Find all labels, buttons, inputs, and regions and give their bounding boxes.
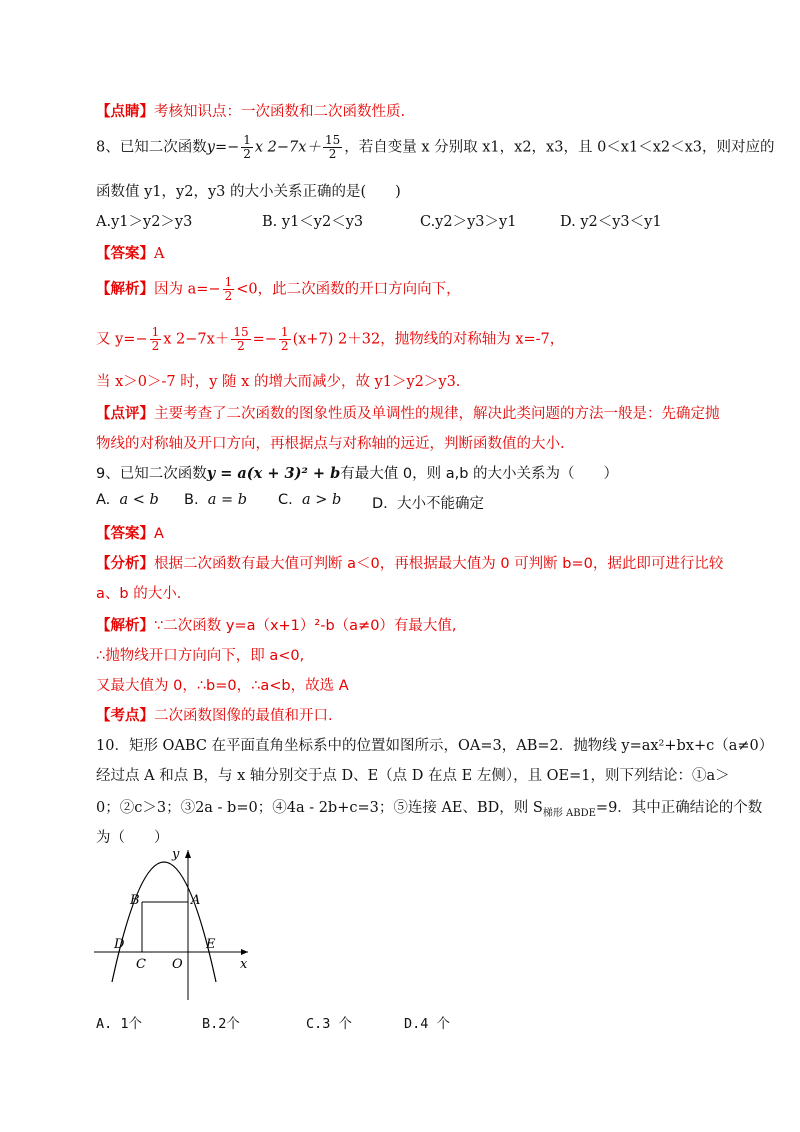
y-axis-arrow	[185, 850, 191, 858]
q8-jiexi2-mid2: =−	[252, 331, 277, 348]
q8-jiexi2-frac3-den: 2	[280, 339, 289, 353]
label-o: O	[172, 957, 183, 972]
q8-jiexi2-frac1	[150, 326, 162, 353]
q9-option-c-text: a > b	[301, 492, 342, 508]
q8-jiexi2-frac1-den: 2	[151, 339, 160, 353]
q9-suffix: 有最大值 0，则 a,b 的大小关系为（ ）	[340, 466, 618, 482]
q8-option-c: C.y2＞y3＞y1	[420, 214, 517, 230]
q8-dianping1: 主要考查了二次函数的图象性质及单调性的规律，解决此类问题的方法一般是：先确定抛	[154, 406, 720, 422]
q9-answer-label: 【答案】	[96, 526, 154, 542]
q8-answer-label: 【答案】	[96, 245, 154, 262]
q8-jiexi2-frac2-den: 2	[237, 339, 245, 353]
dianjing-label: 【点睛】	[96, 103, 154, 120]
label-x: x	[240, 957, 248, 972]
q8-dianping-line1	[96, 402, 720, 423]
dianjing-text: 考核知识点：一次函数和二次函数性质.	[154, 104, 406, 120]
q10-option-d: D.4 个	[404, 1016, 451, 1032]
q9-option-c-label: C.	[278, 492, 293, 508]
q10-option-b: B.2个	[202, 1016, 240, 1032]
q9-jiexi-label: 【解析】	[96, 618, 154, 634]
q8-frac1	[241, 134, 253, 161]
q9-kaodian: 二次函数图像的最值和开口.	[154, 708, 333, 724]
q8-frac2-den: 2	[328, 147, 337, 161]
q8-prefix: 8、已知二次函数	[96, 139, 207, 156]
q8-jiexi2-frac2-num: 15	[233, 325, 249, 339]
q9-option-d	[372, 492, 484, 513]
q8-jiexi1-post: <0，此二次函数的开口方向向下，	[236, 281, 461, 298]
q9-option-b	[184, 492, 247, 508]
q9-fenxi-line1	[96, 552, 723, 573]
q9-answer-line	[96, 522, 164, 543]
q8-jiexi2-frac3	[279, 326, 291, 353]
q8-jiexi-line3: 当 x＞0＞-7 时，y 随 x 的增大而减少，故 y1＞y2＞y3.	[96, 374, 461, 390]
q8-frac1-den: 2	[243, 147, 251, 161]
q8-jiexi2-frac3-num: 1	[280, 325, 289, 339]
q9-kaodian-line	[96, 704, 333, 725]
q8-jiexi-frac	[223, 276, 235, 303]
q8-frac2-num: 15	[324, 133, 341, 147]
q9-jiexi-line1	[96, 614, 457, 635]
q8-answer-line	[96, 242, 164, 263]
q9-option-a-text: a < b	[119, 492, 159, 508]
q10-line3-post: =9．其中正确结论的个数	[595, 800, 763, 816]
q9-option-b-label: B.	[184, 492, 199, 508]
q10-stem-line2: 经过点 A 和点 B，与 x 轴分别交于点 D、E（点 D 在点 E 左侧），且 OE=1，则下列结论：①a＞	[96, 768, 730, 784]
q10-line3-sub: 梯形 ABDE	[542, 807, 596, 819]
q8-eq-minus: =−	[214, 139, 240, 156]
q10-stem-line4: 为（ ）	[96, 830, 169, 846]
dianjing-line	[96, 100, 405, 121]
q9-fenxi-label: 【分析】	[96, 556, 154, 572]
q9-answer: A	[154, 526, 164, 542]
label-e: E	[206, 937, 216, 952]
q8-jiexi2-frac2	[231, 326, 250, 353]
label-d: D	[114, 937, 125, 952]
q10-option-c: C.3 个	[306, 1016, 353, 1032]
q8-eq-y: y	[206, 139, 215, 156]
q8-jiexi2-mid1: x 2−7x＋	[163, 331, 230, 348]
q8-stem-line1	[96, 134, 775, 161]
q8-stem-line2: 函数值 y1，y2，y3 的大小关系正确的是( )	[96, 184, 401, 200]
q9-option-a	[96, 492, 159, 508]
parabola-curve	[112, 862, 216, 982]
q9-option-d-text: 大小不能确定	[397, 496, 484, 512]
q9-jiexi1: ∵二次函数 y=a（x+1）²-b（a≠0）有最大值,	[154, 618, 457, 634]
q9-fenxi-line2: a、b 的大小.	[96, 586, 182, 602]
q10-option-a: A. 1个	[96, 1016, 143, 1032]
q9-option-b-text: a = b	[207, 492, 248, 508]
q8-jiexi-label: 【解析】	[96, 280, 154, 298]
q8-answer: A	[154, 246, 165, 262]
q8-jiexi2-frac1-num: 1	[151, 325, 160, 339]
q8-jiexi-frac-num: 1	[224, 275, 233, 289]
q9-formula: y = a(x + 3)² + b	[206, 465, 341, 482]
q8-option-b: B. y1＜y2＜y3	[262, 214, 364, 230]
q10-stem-line3	[96, 796, 762, 819]
q10-stem-line1: 10．矩形 OABC 在平面直角坐标系中的位置如图所示，OA=3，AB=2．抛物线 y=ax²+bx+c（a≠0）	[96, 738, 774, 754]
q8-dianping-line2: 物线的对称轴及开口方向，再根据点与对称轴的远近，判断函数值的大小.	[96, 436, 565, 452]
q8-jiexi-frac-den: 2	[224, 289, 233, 303]
label-b: B	[130, 893, 140, 908]
q8-option-d: D. y2＜y3＜y1	[560, 214, 662, 230]
q8-jiexi1-pre: 因为 a=−	[154, 281, 221, 298]
label-a: A	[191, 893, 201, 908]
q9-prefix: 9、已知二次函数	[96, 466, 207, 482]
q9-option-a-label: A.	[96, 492, 111, 508]
q8-frac1-num: 1	[243, 133, 251, 147]
q9-jiexi-line3: 又最大值为 0，∴b=0，∴a<b，故选 A	[96, 678, 349, 694]
q8-option-a: A.y1＞y2＞y3	[96, 214, 193, 230]
q8-jiexi-line1	[96, 276, 461, 303]
q9-fenxi1: 根据二次函数有最大值可判断 a＜0，再根据最大值为 0 可判断 b=0，据此即可进行比较	[154, 556, 724, 572]
label-y: y	[172, 847, 180, 862]
q9-jiexi-line2: ∴抛物线开口方向向下，即 a<0,	[96, 648, 305, 664]
q10-line3-pre: 0；②c＞3；③2a - b=0；④4a - 2b+c=3；⑤连接 AE、BD，则 S	[96, 800, 543, 816]
q8-dianping-label: 【点评】	[96, 405, 154, 422]
q8-jiexi2-pre: 又 y=−	[96, 331, 148, 348]
label-c: C	[136, 957, 146, 972]
x-axis-arrow	[241, 949, 248, 955]
q10-parabola-figure	[92, 842, 262, 1002]
q8-jiexi-line2	[96, 326, 564, 353]
q8-jiexi2-post: (x+7) 2＋32，抛物线的对称轴为 x=-7，	[292, 331, 565, 348]
q9-stem	[96, 462, 618, 483]
q8-frac2	[323, 134, 342, 161]
q8-suffix: ，若自变量 x 分别取 x1，x2，x3，且 0＜x1＜x2＜x3，则对应的	[344, 139, 775, 156]
q9-option-d-label: D.	[372, 496, 388, 512]
q9-option-c	[278, 492, 341, 508]
q8-eq-mid: x 2−7x＋	[254, 139, 321, 156]
q9-kaodian-label: 【考点】	[96, 708, 154, 724]
